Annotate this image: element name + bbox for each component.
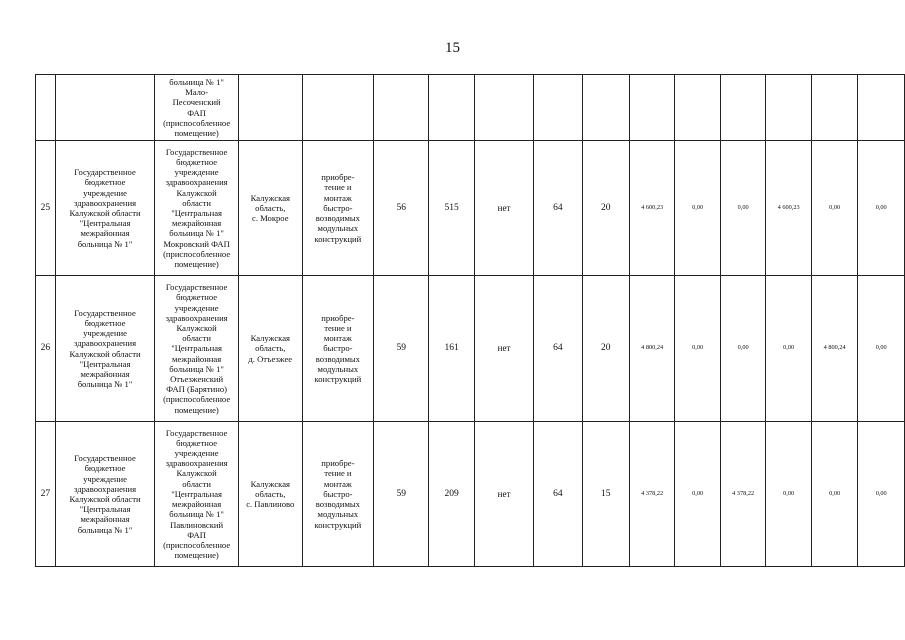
cell-c12: 0,00 (675, 422, 720, 567)
cell-institution: Государственное бюджетное учреждение здравоохранения Калужской области "Центральная межрайонная больница № 1" (55, 276, 154, 422)
cell-c11: 4 600,23 (629, 141, 675, 276)
cell-location: Калужская область, с. Мокрое (238, 141, 302, 276)
cell-c9: 64 (534, 141, 582, 276)
cell-c6: 59 (374, 422, 429, 567)
cell-c10 (582, 75, 629, 141)
cell-c9: 64 (534, 276, 582, 422)
cell-c7: 161 (429, 276, 474, 422)
table-row (36, 276, 905, 422)
cell-c10: 15 (582, 422, 629, 567)
cell-c7: 515 (429, 141, 474, 276)
cell-c16 (858, 75, 905, 141)
cell-c11: 4 800,24 (629, 276, 675, 422)
cell-c12 (675, 75, 720, 141)
cell-c14 (766, 75, 812, 141)
cell-facility: Государственное бюджетное учреждение здравоохранения Калужской области "Центральная межрайонная больница № 1" Павлиновский ФАП (приспособленное помещение) (155, 422, 239, 567)
cell-num: 26 (36, 276, 56, 422)
cell-facility: Государственное бюджетное учреждение здравоохранения Калужской области "Центральная межрайонная больница № 1" Отъезженский ФАП (Барятино) (приспособленное помещение) (155, 276, 239, 422)
cell-c8 (474, 75, 533, 141)
table-row (36, 422, 905, 567)
cell-c8: нет (474, 422, 533, 567)
cell-institution: Государственное бюджетное учреждение здравоохранения Калужской области "Центральная межрайонная больница № 1" (55, 422, 154, 567)
facilities-table (35, 74, 905, 567)
cell-measure: приобре- тение и монтаж быстро- возводимых модульных конструкций (302, 422, 374, 567)
page-number: 15 (445, 40, 460, 56)
cell-c11: 4 378,22 (629, 422, 675, 567)
cell-location: Калужская область, д. Отъезжее (238, 276, 302, 422)
cell-facility: Государственное бюджетное учреждение здравоохранения Калужской области "Центральная межрайонная больница № 1" Мокровский ФАП (приспособленное помещение) (155, 141, 239, 276)
cell-c16: 0,00 (858, 276, 905, 422)
cell-c15 (811, 75, 858, 141)
cell-c13: 4 378,22 (720, 422, 766, 567)
cell-c10: 20 (582, 141, 629, 276)
cell-c8: нет (474, 141, 533, 276)
cell-c12: 0,00 (675, 141, 720, 276)
cell-c7: 209 (429, 422, 474, 567)
cell-c9 (534, 75, 582, 141)
cell-c6: 56 (374, 141, 429, 276)
cell-location: Калужская область, с. Павлиново (238, 422, 302, 567)
cell-c13 (720, 75, 766, 141)
cell-num: 27 (36, 422, 56, 567)
cell-c9: 64 (534, 422, 582, 567)
cell-c6 (374, 75, 429, 141)
cell-c13: 0,00 (720, 141, 766, 276)
cell-c7 (429, 75, 474, 141)
cell-c13: 0,00 (720, 276, 766, 422)
cell-measure (302, 75, 374, 141)
cell-facility: больница № 1" Мало- Песоченский ФАП (приспособленное помещение) (155, 75, 239, 141)
table-row-continuation (36, 75, 905, 141)
cell-num (36, 75, 56, 141)
cell-c8: нет (474, 276, 533, 422)
table-row (36, 141, 905, 276)
cell-c11 (629, 75, 675, 141)
cell-c12: 0,00 (675, 276, 720, 422)
cell-c16: 0,00 (858, 141, 905, 276)
cell-c15: 0,00 (811, 422, 858, 567)
cell-c15: 4 800,24 (811, 276, 858, 422)
cell-c16: 0,00 (858, 422, 905, 567)
cell-location (238, 75, 302, 141)
cell-c14: 0,00 (766, 276, 812, 422)
cell-c10: 20 (582, 276, 629, 422)
cell-c15: 0,00 (811, 141, 858, 276)
cell-c14: 0,00 (766, 422, 812, 567)
cell-num: 25 (36, 141, 56, 276)
cell-c14: 4 600,23 (766, 141, 812, 276)
cell-c6: 59 (374, 276, 429, 422)
cell-institution (55, 75, 154, 141)
cell-measure: приобре- тение и монтаж быстро- возводимых модульных конструкций (302, 141, 374, 276)
cell-measure: приобре- тение и монтаж быстро- возводимых модульных конструкций (302, 276, 374, 422)
cell-institution: Государственное бюджетное учреждение здравоохранения Калужской области "Центральная межрайонная больница № 1" (55, 141, 154, 276)
